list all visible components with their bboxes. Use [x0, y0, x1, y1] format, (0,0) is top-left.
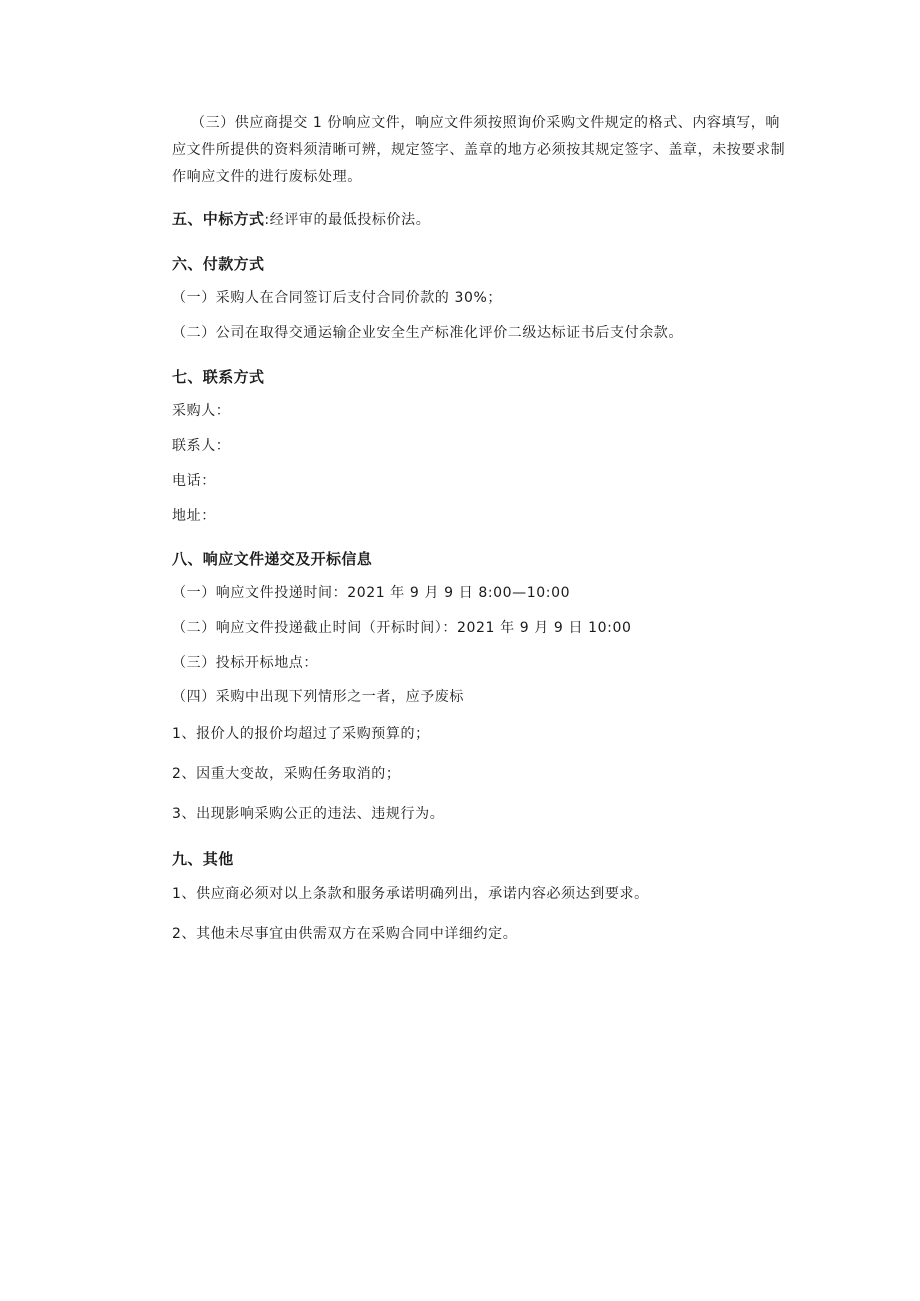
paragraph-line: 作响应文件的进行废标处理。: [172, 169, 362, 185]
contact-field: 采购人：: [172, 403, 231, 419]
paragraph-line: （三）供应商提交 1 份响应文件，响应文件须按照询价采购文件规定的格式、内容填写，响: [191, 115, 781, 131]
list-item: 3、出现影响采购公正的违法、违规行为。: [172, 806, 445, 822]
list-item: 1、供应商必须对以上条款和服务承诺明确列出，承诺内容必须达到要求。: [172, 886, 649, 902]
section-text: :经评审的最低投标价法。: [264, 212, 431, 228]
section-heading: 六、付款方式: [172, 255, 265, 273]
paragraph-line: 应文件所提供的资料须清晰可辨，规定签字、盖章的地方必须按其规定签字、盖章，未按要求制: [172, 142, 786, 158]
contact-field: 地址：: [172, 508, 216, 524]
section-heading: 九、其他: [172, 850, 234, 868]
list-item: 1、报价人的报价均超过了采购预算的；: [172, 726, 430, 742]
contact-field: 联系人：: [172, 438, 231, 454]
list-item: （二）公司在取得交通运输企业安全生产标准化评价二级达标证书后支付余款。: [172, 325, 683, 341]
list-item: （一）采购人在合同签订后支付合同价款的 30%；: [172, 290, 502, 306]
section-heading: 八、响应文件递交及开标信息: [172, 550, 373, 568]
section-heading: 五、中标方式: [172, 210, 265, 228]
list-item: 2、因重大变故，采购任务取消的；: [172, 766, 401, 782]
list-item: （四）采购中出现下列情形之一者，应予废标: [172, 689, 464, 705]
contact-field: 电话：: [172, 473, 216, 489]
section-5: [172, 209, 430, 230]
section-heading: 七、联系方式: [172, 368, 265, 386]
list-item: （一）响应文件投递时间：2021 年 9 月 9 日 8:00—10:00: [172, 585, 571, 601]
list-item: 2、其他未尽事宜由供需双方在采购合同中详细约定。: [172, 926, 518, 942]
list-item: （二）响应文件投递截止时间（开标时间）：2021 年 9 月 9 日 10:00: [172, 620, 632, 636]
list-item: （三）投标开标地点：: [172, 655, 318, 671]
